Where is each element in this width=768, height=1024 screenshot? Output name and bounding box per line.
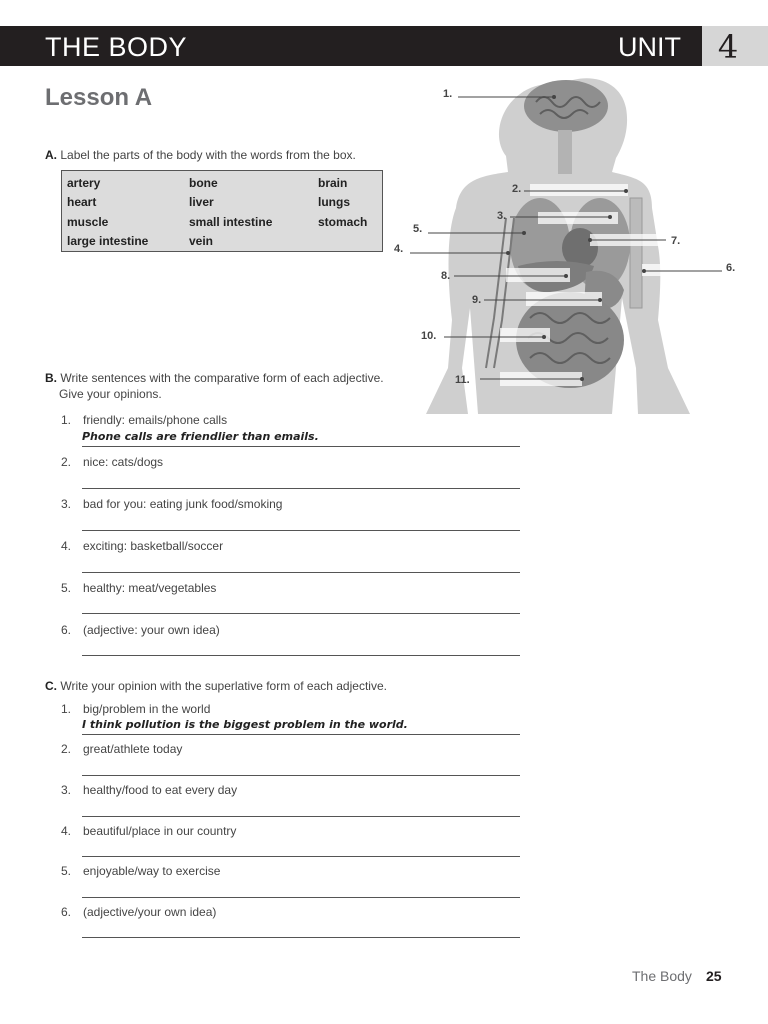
section-c-instruction: [45, 678, 387, 694]
question-prompt: nice: cats/dogs: [83, 455, 164, 469]
unit-number: 4: [717, 28, 739, 66]
diagram-label-1: 1.: [443, 88, 453, 100]
diagram-label-7: 7.: [671, 235, 681, 247]
diagram-label-11: 11.: [455, 374, 470, 386]
word-box-item: small intestine: [189, 215, 273, 229]
question-prompt: friendly: emails/phone calls: [83, 413, 228, 427]
question-b-4: [61, 539, 223, 553]
diagram-label-8: 8.: [441, 270, 451, 282]
answer-line[interactable]: [82, 572, 520, 573]
question-prompt: enjoyable/way to exercise: [83, 864, 221, 878]
answer-line[interactable]: [82, 446, 520, 447]
question-c-4: [61, 824, 236, 838]
word-box-item: lungs: [318, 195, 350, 209]
label-box: [526, 292, 602, 306]
section-a-text: Label the parts of the body with the words from the box.: [60, 148, 356, 162]
answer-line[interactable]: [82, 856, 520, 857]
section-b-instruction: [45, 370, 384, 402]
answer-line[interactable]: [82, 613, 520, 614]
word-box-item: bone: [189, 176, 218, 190]
question-number: 2.: [61, 455, 72, 469]
word-box-item: brain: [318, 176, 348, 190]
section-a-letter: A.: [45, 148, 57, 162]
lesson-title: Lesson A: [45, 84, 153, 111]
question-number: 2.: [61, 742, 72, 756]
question-c-3: [61, 783, 237, 797]
question-c-6: [61, 905, 216, 919]
diagram-label-5: 5.: [413, 223, 423, 235]
question-number: 1.: [61, 413, 72, 427]
question-c-2: [61, 742, 182, 756]
label-box: [500, 328, 550, 342]
diagram-label-9: 9.: [472, 294, 482, 306]
word-box-item: artery: [67, 176, 101, 190]
word-box: [61, 170, 383, 252]
question-c-5: [61, 864, 220, 878]
answer-b-1[interactable]: Phone calls are friendlier than emails.: [82, 430, 319, 443]
question-number: 3.: [61, 783, 72, 797]
question-b-1: [61, 413, 227, 427]
body-diagram: [390, 68, 768, 420]
diagram-label-10: 10.: [421, 330, 437, 342]
question-prompt: bad for you: eating junk food/smoking: [83, 497, 283, 511]
question-prompt: beautiful/place in our country: [83, 824, 237, 838]
unit-number-box: [702, 26, 768, 66]
question-prompt: (adjective: your own idea): [83, 623, 220, 637]
word-box-item: liver: [189, 195, 214, 209]
answer-c-1[interactable]: I think pollution is the biggest problem in the world.: [82, 718, 408, 731]
question-number: 4.: [61, 824, 72, 838]
section-a-instruction: [45, 147, 356, 163]
label-box: [642, 264, 674, 276]
question-prompt: healthy: meat/vegetables: [83, 581, 217, 595]
diagram-label-2: 2.: [512, 183, 522, 195]
unit-title: THE BODY: [45, 32, 188, 62]
question-number: 6.: [61, 623, 72, 637]
page-number: 25: [706, 968, 722, 984]
arm-bone: [630, 198, 642, 308]
answer-line[interactable]: [82, 897, 520, 898]
unit-label: UNIT: [618, 32, 681, 62]
diagram-label-3: 3.: [497, 210, 507, 222]
question-number: 6.: [61, 905, 72, 919]
label-box: [538, 212, 618, 224]
question-prompt: big/problem in the world: [83, 702, 211, 716]
question-number: 1.: [61, 702, 72, 716]
word-box-item: vein: [189, 234, 214, 248]
question-number: 4.: [61, 539, 72, 553]
word-box-item: muscle: [67, 215, 109, 229]
question-b-2: [61, 455, 163, 469]
question-number: 5.: [61, 864, 72, 878]
question-prompt: (adjective/your own idea): [83, 905, 217, 919]
word-box-item: heart: [67, 195, 97, 209]
label-box: [506, 268, 570, 282]
question-prompt: exciting: basketball/soccer: [83, 539, 224, 553]
diagram-label-4: 4.: [394, 243, 404, 255]
word-box-item: stomach: [318, 215, 368, 229]
footer-section-name: The Body: [632, 968, 692, 984]
question-prompt: great/athlete today: [83, 742, 183, 756]
section-c-text: Write your opinion with the superlative form of each adjective.: [60, 679, 387, 693]
question-b-5: [61, 581, 216, 595]
answer-line[interactable]: [82, 530, 520, 531]
question-c-1: [61, 702, 210, 716]
question-b-3: [61, 497, 282, 511]
answer-line[interactable]: [82, 775, 520, 776]
answer-line[interactable]: [82, 488, 520, 489]
question-b-6: [61, 623, 220, 637]
section-b-text-line1: Write sentences with the comparative form of each adjective.: [60, 371, 384, 385]
word-box-item: large intestine: [67, 234, 149, 248]
diagram-label-6: 6.: [726, 262, 736, 274]
answer-line[interactable]: [82, 816, 520, 817]
answer-line[interactable]: [82, 734, 520, 735]
neck-shape: [558, 130, 572, 174]
section-c-letter: C.: [45, 679, 57, 693]
question-number: 3.: [61, 497, 72, 511]
label-box: [530, 184, 628, 196]
section-b-letter: B.: [45, 371, 57, 385]
answer-line[interactable]: [82, 655, 520, 656]
answer-line[interactable]: [82, 937, 520, 938]
question-prompt: healthy/food to eat every day: [83, 783, 238, 797]
question-number: 5.: [61, 581, 72, 595]
section-b-text-line2: Give your opinions.: [59, 387, 162, 401]
